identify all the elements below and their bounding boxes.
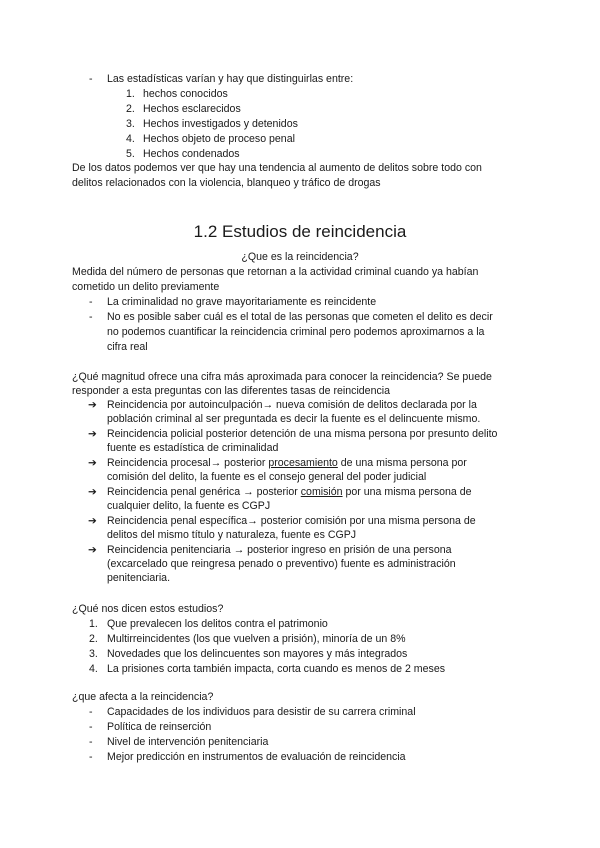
afecta-item: Mejor predicción en instrumentos de evaluación de reincidencia bbox=[107, 751, 406, 763]
stats-intro: Las estadísticas varían y hay que distinguirlas entre: bbox=[107, 73, 354, 85]
arrow-bullet-icon: ➔ bbox=[88, 399, 97, 411]
dash-bullet: - bbox=[89, 736, 93, 748]
arrow-item-line: (excarcelado que reingresa penado o preventivo) fuente es administración bbox=[107, 558, 456, 570]
underlined-term: procesamiento bbox=[268, 457, 338, 469]
section-bullet-continuation: cifra real bbox=[107, 341, 148, 353]
afecta-item: Nivel de intervención penitenciaria bbox=[107, 736, 269, 748]
stats-item: Hechos objeto de proceso penal bbox=[143, 133, 295, 145]
dash-bullet: - bbox=[89, 706, 93, 718]
section-title: 1.2 Estudios de reincidencia bbox=[193, 222, 407, 241]
arrow-item-line bbox=[107, 485, 472, 500]
stats-conclusion-line-1: De los datos podemos ver que hay una tendencia al aumento de delitos sobre todo con bbox=[72, 162, 482, 174]
dash-bullet: - bbox=[89, 751, 93, 763]
arrow-item-line: comisión del delito, la fuente es el consejo general del poder judicial bbox=[107, 471, 427, 483]
arrow-item-line: población criminal al ser preguntada es decir la fuente es el delincuente mismo. bbox=[107, 413, 481, 425]
section-question: ¿Que es la reincidencia? bbox=[241, 251, 359, 263]
list-number: 4. bbox=[126, 133, 135, 145]
list-number: 2. bbox=[89, 633, 98, 645]
arrow-item-text: de una misma persona por bbox=[337, 457, 467, 469]
section-bullet-continuation: no podemos cuantificar la reincidencia criminal pero podemos aproximarnos a la bbox=[107, 326, 485, 338]
arrow-item-line: cualquier delito, la fuente es CGPJ bbox=[107, 500, 271, 512]
arrow-bullet-icon: ➔ bbox=[88, 544, 97, 556]
list-number: 2. bbox=[126, 103, 135, 115]
afecta-question: ¿que afecta a la reincidencia? bbox=[72, 691, 214, 703]
stats-item: hechos conocidos bbox=[143, 88, 228, 100]
dash-bullet: - bbox=[89, 311, 93, 323]
stats-item: Hechos investigados y detenidos bbox=[143, 118, 298, 130]
dash-bullet: - bbox=[89, 296, 93, 308]
estudios-question: ¿Qué nos dicen estos estudios? bbox=[72, 603, 224, 615]
arrow-item-text: por una misma persona de bbox=[342, 486, 472, 498]
arrow-item-line: Reincidencia policial posterior detención de una misma persona por presunto delito bbox=[107, 428, 498, 440]
list-number: 3. bbox=[126, 118, 135, 130]
afecta-item: Capacidades de los individuos para desistir de su carrera criminal bbox=[107, 706, 416, 718]
estudios-item: La prisiones corta también impacta, corta cuando es menos de 2 meses bbox=[107, 663, 446, 675]
arrow-item-line: Reincidencia por autoinculpación→ nueva comisión de delitos declarada por la bbox=[107, 399, 477, 411]
magnitud-question-line-2: responder a esta preguntas con las diferentes tasas de reincidencia bbox=[72, 385, 391, 397]
arrow-item-text: Reincidencia penal genérica → posterior bbox=[107, 486, 301, 498]
list-number: 5. bbox=[126, 148, 135, 160]
estudios-item: Que prevalecen los delitos contra el patrimonio bbox=[107, 618, 328, 630]
definition-line-2: cometido un delito previamente bbox=[72, 281, 220, 293]
list-number: 4. bbox=[89, 663, 98, 675]
estudios-item: Novedades que los delincuentes son mayores y más integrados bbox=[107, 648, 408, 660]
list-number: 3. bbox=[89, 648, 98, 660]
stats-conclusion-line-2: delitos relacionados con la violencia, blanqueo y tráfico de drogas bbox=[72, 177, 381, 189]
section-bullet: La criminalidad no grave mayoritariamente es reincidente bbox=[107, 296, 377, 308]
stats-item: Hechos condenados bbox=[143, 148, 240, 160]
arrow-bullet-icon: ➔ bbox=[88, 486, 97, 498]
definition-line-1: Medida del número de personas que retornan a la actividad criminal cuando ya habían bbox=[72, 266, 479, 278]
estudios-item: Multirreincidentes (los que vuelven a prisión), minoría de un 8% bbox=[107, 633, 406, 645]
arrow-bullet-icon: ➔ bbox=[88, 457, 97, 469]
arrow-item-line: fuente es estadística de criminalidad bbox=[107, 442, 279, 454]
arrow-item-line: delitos del mismo título y naturaleza, fuente es CGPJ bbox=[107, 529, 357, 541]
arrow-item-line: Reincidencia penal específica→ posterior comisión por una misma persona de bbox=[107, 515, 476, 527]
dash-bullet: - bbox=[89, 721, 93, 733]
arrow-item-line: penitenciaria. bbox=[107, 572, 171, 584]
magnitud-question-line-1: ¿Qué magnitud ofrece una cifra más aproximada para conocer la reincidencia? Se puede bbox=[72, 371, 492, 383]
section-bullet: No es posible saber cuál es el total de las personas que cometen el delito es decir bbox=[107, 311, 493, 323]
arrow-item-line: Reincidencia penitenciaria → posterior ingreso en prisión de una persona bbox=[107, 544, 452, 556]
arrow-bullet-icon: ➔ bbox=[88, 428, 97, 440]
list-number: 1. bbox=[89, 618, 98, 630]
arrow-bullet-icon: ➔ bbox=[88, 515, 97, 527]
dash-bullet: - bbox=[89, 73, 93, 85]
underlined-term: comisión bbox=[300, 486, 343, 498]
arrow-item-line bbox=[107, 456, 467, 471]
arrow-item-text: Reincidencia procesal→ posterior bbox=[107, 457, 269, 469]
stats-item: Hechos esclarecidos bbox=[143, 103, 241, 115]
afecta-item: Política de reinserción bbox=[107, 721, 212, 733]
list-number: 1. bbox=[126, 88, 135, 100]
